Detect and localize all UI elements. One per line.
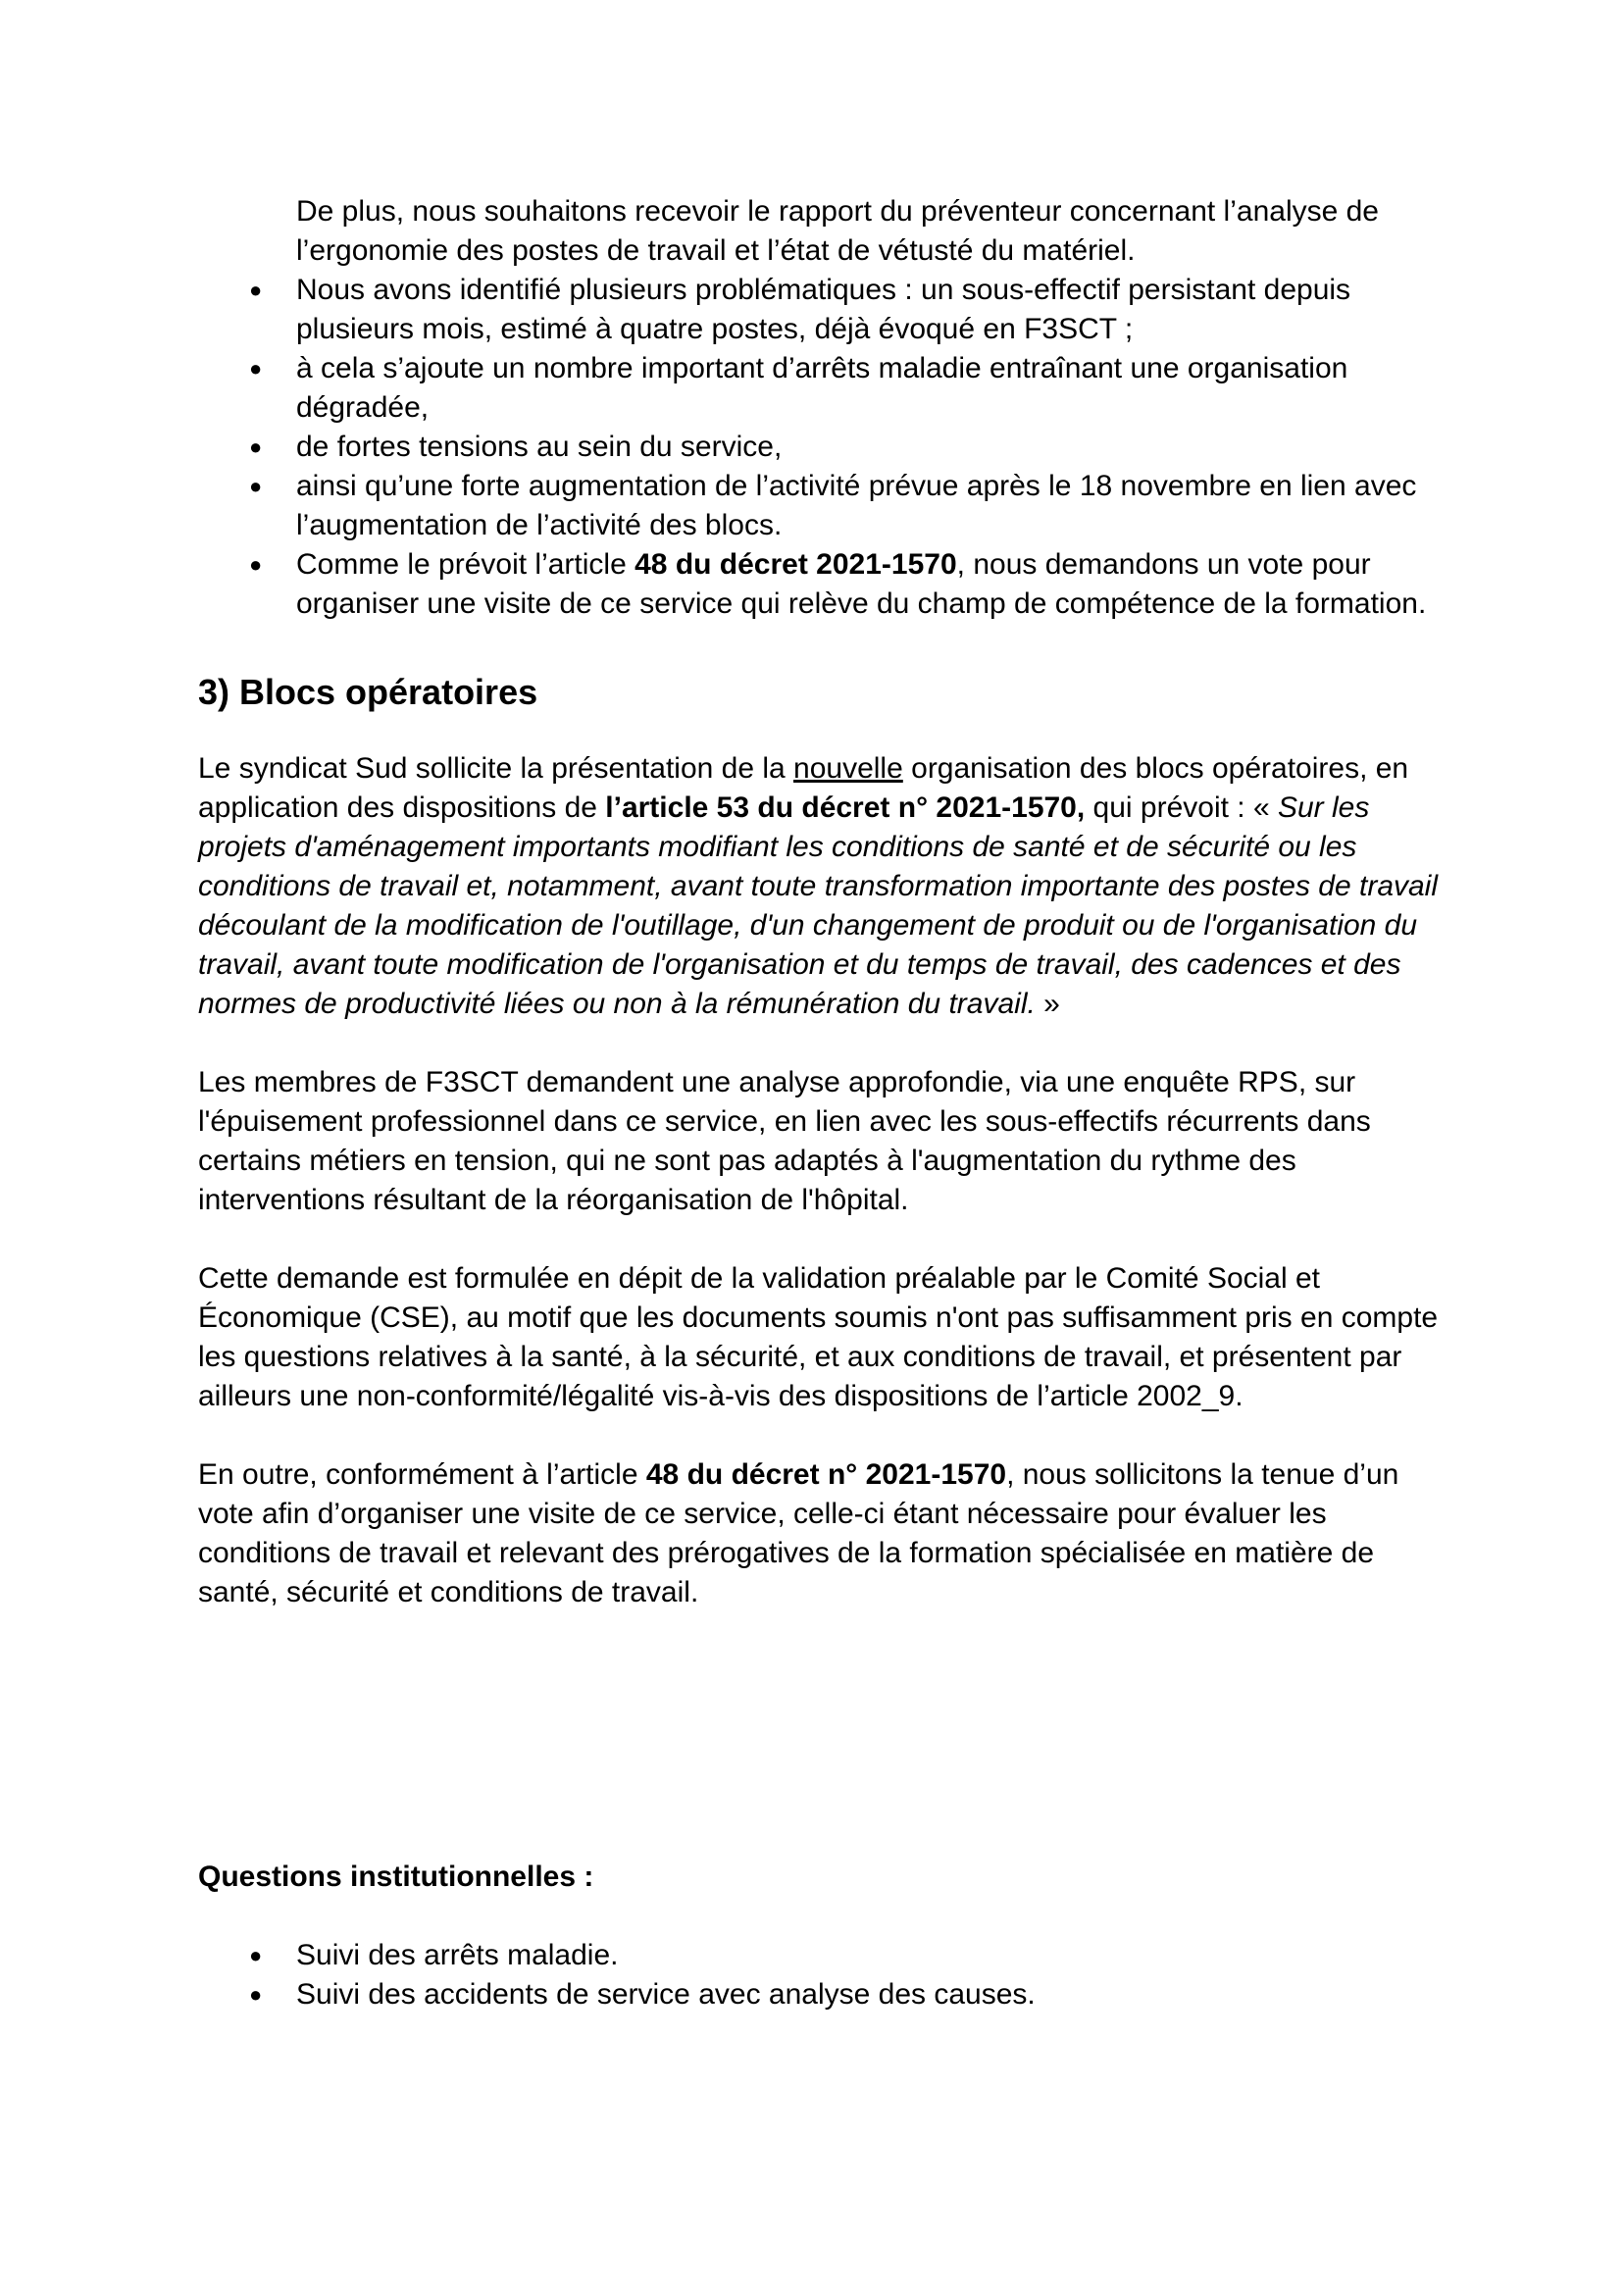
bullet-icon: ● xyxy=(249,474,263,498)
list-item xyxy=(198,1936,1444,1975)
bullet-icon: ● xyxy=(249,1943,263,1967)
paragraph-visit-vote xyxy=(198,1455,1444,1612)
intro-continuation-text: De plus, nous souhaitons recevoir le rapport du préventeur concernant l’analyse de l’ergonomie des postes de travail et l’état de vétusté du matériel. xyxy=(296,195,1379,267)
list-item-text: à cela s’ajoute un nombre important d’arrêts maladie entraînant une organisation dégradée, xyxy=(296,352,1348,424)
list-item-text: Nous avons identifié plusieurs problématiques : un sous-effectif persistant depuis plusieurs mois, estimé à quatre postes, déjà évoqué en F3SCT ; xyxy=(296,274,1351,345)
list-item xyxy=(198,1975,1444,2014)
paragraph-rps-analysis: Les membres de F3SCT demandent une analyse approfondie, via une enquête RPS, sur l'épuisement professionnel dans ce service, en lien avec les sous-effectifs récurrents dans certains métiers en tension, qui ne sont pas adaptés à l'augmentation du rythme des interventions résultant de la réorganisation de l'hôpital. xyxy=(198,1066,1371,1216)
concerns-list xyxy=(198,271,1444,624)
vote-text-before: Comme le prévoit l’article xyxy=(296,548,635,581)
paragraph-request-presentation xyxy=(198,749,1444,1024)
vote-text-after: , nous demandons un vote pour organiser une visite de ce service qui relève du champ de compétence de la formation. xyxy=(296,548,1427,620)
bullet-icon: ● xyxy=(249,356,263,381)
questions-heading: Questions institutionnelles : xyxy=(198,1861,594,1893)
list-item xyxy=(198,349,1444,428)
list-item xyxy=(198,467,1444,545)
list-item xyxy=(198,428,1444,467)
decree-reference: l’article 53 du décret n° 2021-1570, xyxy=(605,791,1086,824)
paragraph-cse-validation: Cette demande est formulée en dépit de la validation préalable par le Comité Social et Économique (CSE), au motif que les documents soumis n'ont pas suffisamment pris en compte les questions relatives à la santé, à la sécurité, et aux conditions de travail, et présentent par ailleurs une non-conformité/légalité vis-à-vis des dispositions de l’article 2002_9. xyxy=(198,1262,1439,1412)
text-run: En outre, conformément à l’article xyxy=(198,1458,646,1491)
decree-quote: Sur les projets d'aménagement importants modifiant les conditions de santé et de sécurité ou les conditions de travail et, notamment, avant toute transformation importante des postes de travail découlant de la modification de l'outillage, d'un changement de produit ou de l'organisation du travail, avant toute modification de l'organisation et du temps de travail, des cadences et des normes de productivité liées ou non à la rémunération du travail. xyxy=(198,791,1439,1020)
text-run: , nous sollicitons la tenue d’un vote afin d’organiser une visite de ce service, celle-ci étant nécessaire pour évaluer les conditions de travail et relevant des prérogatives de la formation spécialisée en matière de santé, sécurité et conditions de travail. xyxy=(198,1458,1399,1608)
text-run: organisation des blocs opératoires, en application des dispositions de xyxy=(198,752,1409,824)
list-item-text: ainsi qu’une forte augmentation de l’activité prévue après le 18 novembre en lien avec l’augmentation de l’activité des blocs. xyxy=(296,470,1417,541)
list-item-vote-request xyxy=(198,545,1444,624)
bullet-icon: ● xyxy=(249,278,263,302)
bullet-icon: ● xyxy=(249,434,263,459)
document-page xyxy=(198,192,1444,2014)
list-item-text: de fortes tensions au sein du service, xyxy=(296,431,783,463)
section-heading-blocs-operatoires: 3) Blocs opératoires xyxy=(198,672,538,712)
decree-reference: 48 du décret n° 2021-1570 xyxy=(645,1458,1007,1491)
text-run: » xyxy=(1035,988,1060,1020)
bullet-icon: ● xyxy=(249,1982,263,2007)
text-run: qui prévoit : « xyxy=(1085,791,1278,824)
list-item-text: Suivi des accidents de service avec analyse des causes. xyxy=(296,1978,1036,2011)
list-item xyxy=(198,271,1444,349)
bullet-icon: ● xyxy=(249,552,263,577)
questions-list xyxy=(198,1936,1444,2014)
underlined-word: nouvelle xyxy=(793,752,903,785)
list-item-text: Suivi des arrêts maladie. xyxy=(296,1939,619,1971)
text-run: Le syndicat Sud sollicite la présentation de la xyxy=(198,752,794,785)
decree-reference: 48 du décret 2021-1570 xyxy=(634,548,957,581)
